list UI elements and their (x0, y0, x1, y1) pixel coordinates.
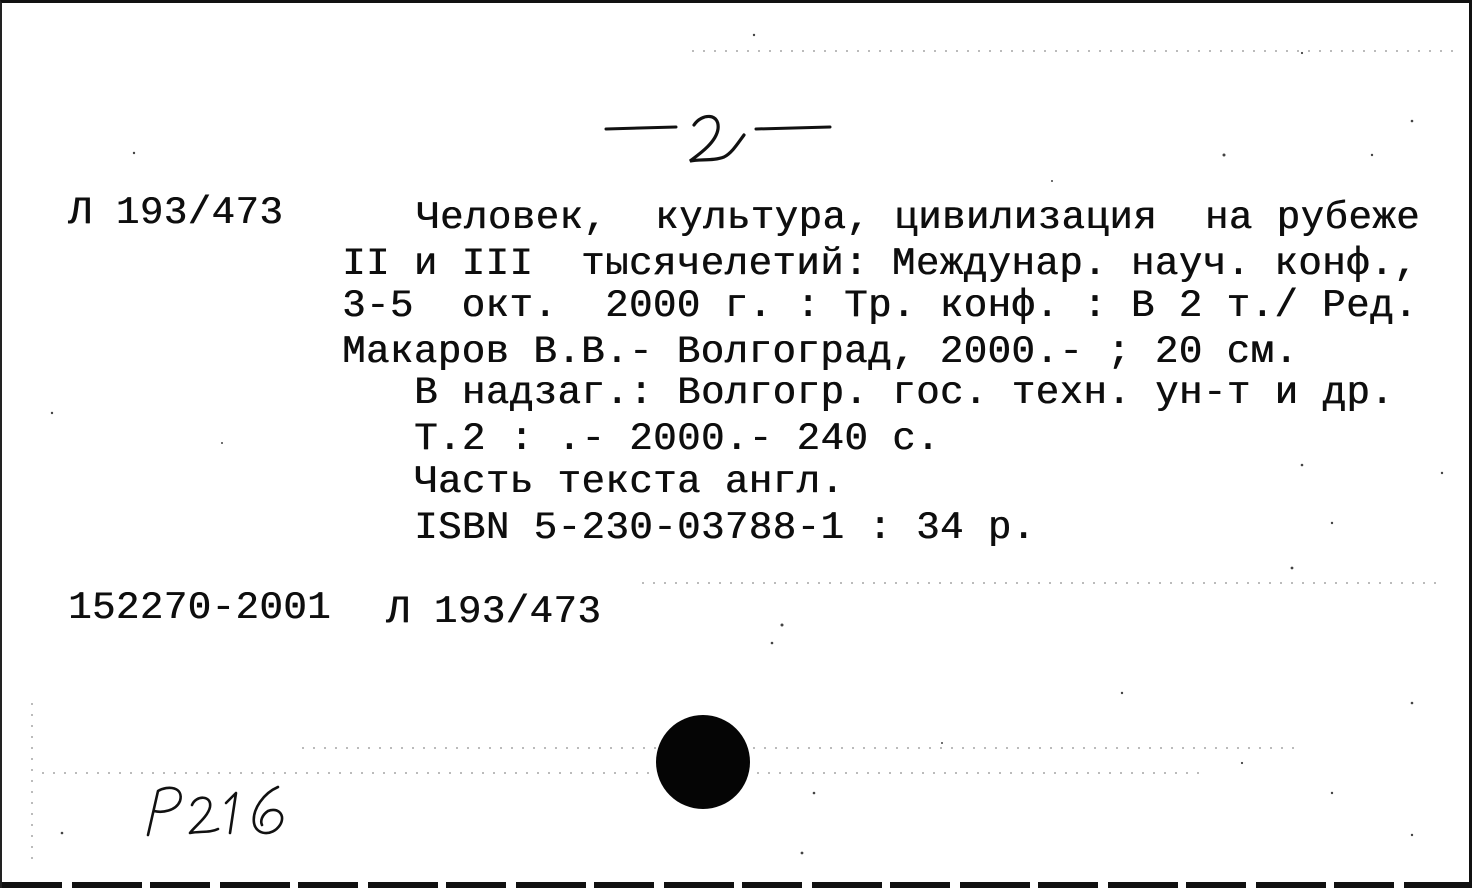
call-number: Л 193/473 (68, 191, 284, 235)
accession-number: 152270-2001 (68, 586, 331, 630)
card-bottom-edge (2, 882, 1472, 888)
handwritten-mark (132, 773, 312, 853)
description-line: Человек, культура, цивилизация на рубеже (416, 196, 1420, 240)
note-line: Т.2 : .- 2000.- 240 с. (414, 417, 940, 461)
page-number (598, 99, 838, 179)
note-line: Часть текста англ. (414, 460, 845, 504)
note-line: В надзаг.: Волгогр. гос. техн. ун-т и др. (414, 371, 1395, 415)
description-line: II и III тысячелетий: Междунар. науч. конф., (342, 242, 1418, 286)
note-line: ISBN 5-230-03788-1 : 34 р. (414, 506, 1036, 550)
description-line: 3-5 окт. 2000 г. : Тр. конф. : В 2 т./ Ред. (342, 284, 1418, 328)
footer-call-number: Л 193/473 (386, 590, 602, 634)
punch-hole (656, 715, 750, 809)
description-line: Макаров В.В.- Волгоград, 2000.- ; 20 см. (342, 330, 1299, 374)
